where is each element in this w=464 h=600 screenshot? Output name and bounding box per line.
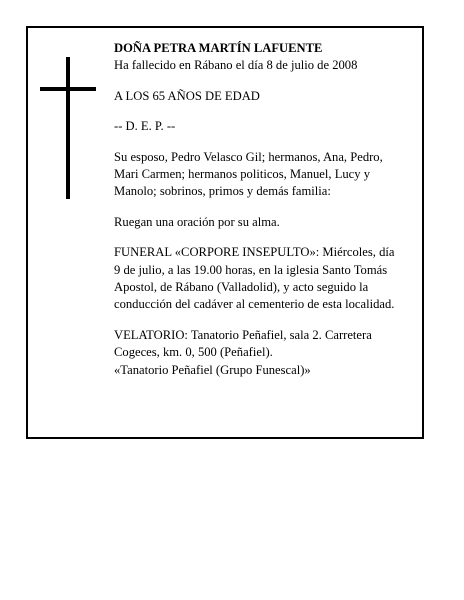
wake-line: VELATORIO: Tanatorio Peñafiel, sala 2. Carretera [114, 327, 372, 342]
obituary-notice [26, 26, 424, 439]
age-line: A LOS 65 AÑOS DE EDAD [114, 88, 260, 103]
funeral-line: conducción del cadáver al cementerio de esta localidad. [114, 297, 395, 312]
deceased-line: Ha fallecido en Rábano el día 8 de julio de 2008 [114, 58, 358, 73]
cross-horizontal-bar [40, 87, 96, 91]
wake-line: Cogeces, km. 0, 500 (Peñafiel). [114, 345, 273, 360]
funeral-line: 9 de julio, a las 19.00 horas, en la iglesia Santo Tomás [114, 262, 388, 277]
family-paragraph [114, 149, 418, 201]
funeral-line: FUNERAL «CORPORE INSEPULTO»: Miércoles, día [114, 245, 395, 260]
family-line: Mari Carmen; hermanos politicos, Manuel, Lucy y [114, 167, 371, 182]
notice-text [114, 40, 418, 379]
family-line: Su esposo, Pedro Velasco Gil; hermanos, Ana, Pedro, [114, 149, 383, 164]
wake-paragraph [114, 327, 418, 379]
funeral-line: Apostol, de Rábano (Valladolid), y acto seguido la [114, 280, 369, 295]
cross-vertical-bar [66, 57, 70, 199]
family-line: Manolo; sobrinos, primos y demás familia: [114, 184, 331, 199]
deceased-name: DOÑA PETRA MARTÍN LAFUENTE [114, 41, 323, 55]
funeral-paragraph [114, 244, 418, 314]
funeral-home-line: «Tanatorio Peñafiel (Grupo Funescal)» [114, 362, 311, 377]
prayer-line: Ruegan una oración por su alma. [114, 214, 280, 229]
rip-line: -- D. E. P. -- [114, 119, 176, 134]
cross-icon [40, 57, 96, 199]
